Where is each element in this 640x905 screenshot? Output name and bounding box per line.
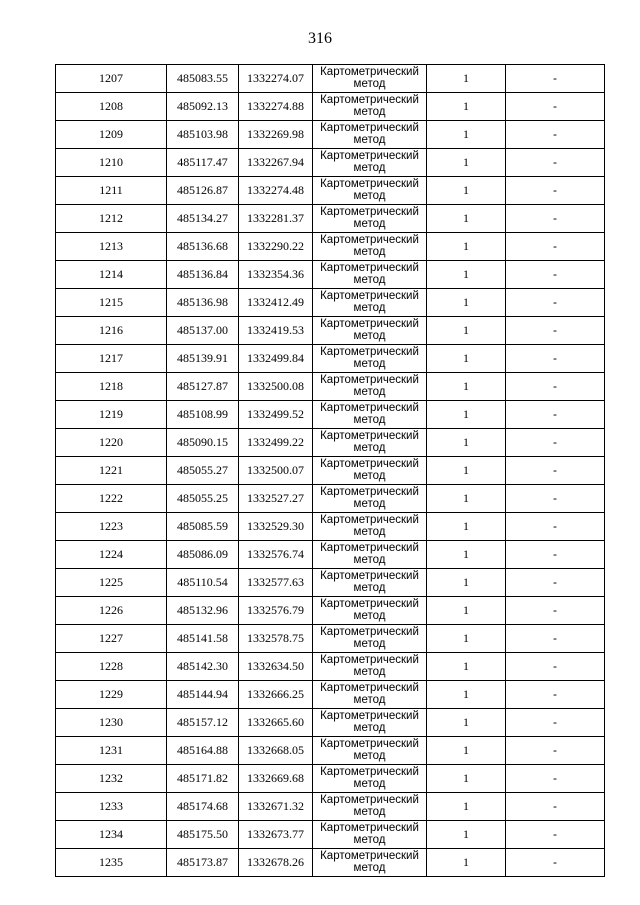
method-line-1: Картометрический <box>320 598 419 610</box>
count-cell: 1 <box>427 289 506 317</box>
x-coordinate-cell: 485174.68 <box>167 793 239 821</box>
method-line-1: Картометрический <box>320 766 419 778</box>
method-line-2: метод <box>353 498 386 510</box>
method-line-1: Картометрический <box>320 710 419 722</box>
method-line-2: метод <box>353 666 386 678</box>
coordinates-table <box>55 64 605 877</box>
count-cell: 1 <box>427 597 506 625</box>
method-cell <box>313 709 427 737</box>
point-number-cell: 1221 <box>56 457 167 485</box>
note-cell: - <box>506 513 605 541</box>
y-coordinate-cell: 1332668.05 <box>239 737 313 765</box>
method-line-1: Картометрический <box>320 374 419 386</box>
method-line-1: Картометрический <box>320 402 419 414</box>
method-line-1: Картометрический <box>320 654 419 666</box>
count-cell: 1 <box>427 233 506 261</box>
x-coordinate-cell: 485134.27 <box>167 205 239 233</box>
table-row <box>56 373 605 401</box>
method-line-2: метод <box>353 386 386 398</box>
method-line-2: метод <box>353 330 386 342</box>
y-coordinate-cell: 1332500.07 <box>239 457 313 485</box>
table-row <box>56 485 605 513</box>
x-coordinate-cell: 485083.55 <box>167 65 239 93</box>
note-cell: - <box>506 681 605 709</box>
count-cell: 1 <box>427 345 506 373</box>
method-line-2: метод <box>353 162 386 174</box>
y-coordinate-cell: 1332673.77 <box>239 821 313 849</box>
method-line-1: Картометрический <box>320 290 419 302</box>
method-line-1: Картометрический <box>320 458 419 470</box>
table-row <box>56 737 605 765</box>
point-number-cell: 1224 <box>56 541 167 569</box>
method-line-1: Картометрический <box>320 318 419 330</box>
point-number-cell: 1225 <box>56 569 167 597</box>
y-coordinate-cell: 1332576.74 <box>239 541 313 569</box>
table-row <box>56 513 605 541</box>
count-cell: 1 <box>427 149 506 177</box>
x-coordinate-cell: 485132.96 <box>167 597 239 625</box>
x-coordinate-cell: 485055.25 <box>167 485 239 513</box>
method-line-1: Картометрический <box>320 206 419 218</box>
method-line-2: метод <box>353 554 386 566</box>
point-number-cell: 1208 <box>56 93 167 121</box>
method-line-1: Картометрический <box>320 514 419 526</box>
method-cell <box>313 317 427 345</box>
point-number-cell: 1232 <box>56 765 167 793</box>
y-coordinate-cell: 1332499.84 <box>239 345 313 373</box>
count-cell: 1 <box>427 429 506 457</box>
table-row <box>56 289 605 317</box>
y-coordinate-cell: 1332529.30 <box>239 513 313 541</box>
y-coordinate-cell: 1332412.49 <box>239 289 313 317</box>
count-cell: 1 <box>427 849 506 877</box>
note-cell: - <box>506 849 605 877</box>
point-number-cell: 1222 <box>56 485 167 513</box>
y-coordinate-cell: 1332290.22 <box>239 233 313 261</box>
method-cell <box>313 849 427 877</box>
y-coordinate-cell: 1332274.07 <box>239 65 313 93</box>
method-line-1: Картометрический <box>320 122 419 134</box>
count-cell: 1 <box>427 765 506 793</box>
point-number-cell: 1217 <box>56 345 167 373</box>
table-row <box>56 149 605 177</box>
y-coordinate-cell: 1332577.63 <box>239 569 313 597</box>
method-line-1: Картометрический <box>320 486 419 498</box>
method-cell <box>313 429 427 457</box>
method-cell <box>313 373 427 401</box>
count-cell: 1 <box>427 261 506 289</box>
method-line-2: метод <box>353 750 386 762</box>
note-cell: - <box>506 709 605 737</box>
method-cell <box>313 149 427 177</box>
y-coordinate-cell: 1332267.94 <box>239 149 313 177</box>
point-number-cell: 1216 <box>56 317 167 345</box>
table-row <box>56 597 605 625</box>
table-row <box>56 541 605 569</box>
method-line-2: метод <box>353 302 386 314</box>
count-cell: 1 <box>427 121 506 149</box>
y-coordinate-cell: 1332499.22 <box>239 429 313 457</box>
x-coordinate-cell: 485157.12 <box>167 709 239 737</box>
x-coordinate-cell: 485127.87 <box>167 373 239 401</box>
y-coordinate-cell: 1332527.27 <box>239 485 313 513</box>
table-row <box>56 821 605 849</box>
method-line-1: Картометрический <box>320 234 419 246</box>
x-coordinate-cell: 485126.87 <box>167 177 239 205</box>
point-number-cell: 1207 <box>56 65 167 93</box>
table-row <box>56 233 605 261</box>
y-coordinate-cell: 1332419.53 <box>239 317 313 345</box>
method-line-1: Картометрический <box>320 542 419 554</box>
note-cell: - <box>506 737 605 765</box>
y-coordinate-cell: 1332669.68 <box>239 765 313 793</box>
method-line-2: метод <box>353 582 386 594</box>
point-number-cell: 1223 <box>56 513 167 541</box>
method-cell <box>313 121 427 149</box>
table-row <box>56 709 605 737</box>
x-coordinate-cell: 485055.27 <box>167 457 239 485</box>
method-line-2: метод <box>353 274 386 286</box>
point-number-cell: 1231 <box>56 737 167 765</box>
point-number-cell: 1229 <box>56 681 167 709</box>
note-cell: - <box>506 569 605 597</box>
count-cell: 1 <box>427 625 506 653</box>
method-line-1: Картометрический <box>320 850 419 862</box>
method-line-2: метод <box>353 78 386 90</box>
point-number-cell: 1214 <box>56 261 167 289</box>
method-cell <box>313 793 427 821</box>
coordinates-table-body <box>56 65 605 877</box>
table-row <box>56 793 605 821</box>
count-cell: 1 <box>427 821 506 849</box>
point-number-cell: 1233 <box>56 793 167 821</box>
table-row <box>56 205 605 233</box>
note-cell: - <box>506 93 605 121</box>
method-line-2: метод <box>353 694 386 706</box>
method-line-1: Картометрический <box>320 262 419 274</box>
x-coordinate-cell: 485175.50 <box>167 821 239 849</box>
point-number-cell: 1215 <box>56 289 167 317</box>
method-cell <box>313 65 427 93</box>
x-coordinate-cell: 485141.58 <box>167 625 239 653</box>
method-line-2: метод <box>353 806 386 818</box>
method-line-1: Картометрический <box>320 738 419 750</box>
note-cell: - <box>506 205 605 233</box>
method-cell <box>313 289 427 317</box>
note-cell: - <box>506 289 605 317</box>
method-line-2: метод <box>353 722 386 734</box>
y-coordinate-cell: 1332666.25 <box>239 681 313 709</box>
method-cell <box>313 401 427 429</box>
note-cell: - <box>506 653 605 681</box>
y-coordinate-cell: 1332269.98 <box>239 121 313 149</box>
method-line-1: Картометрический <box>320 626 419 638</box>
count-cell: 1 <box>427 401 506 429</box>
table-row <box>56 65 605 93</box>
method-cell <box>313 653 427 681</box>
method-line-2: метод <box>353 526 386 538</box>
point-number-cell: 1230 <box>56 709 167 737</box>
point-number-cell: 1219 <box>56 401 167 429</box>
point-number-cell: 1213 <box>56 233 167 261</box>
note-cell: - <box>506 177 605 205</box>
method-line-1: Картометрический <box>320 822 419 834</box>
method-cell <box>313 541 427 569</box>
x-coordinate-cell: 485103.98 <box>167 121 239 149</box>
x-coordinate-cell: 485136.84 <box>167 261 239 289</box>
count-cell: 1 <box>427 513 506 541</box>
y-coordinate-cell: 1332500.08 <box>239 373 313 401</box>
table-row <box>56 93 605 121</box>
point-number-cell: 1227 <box>56 625 167 653</box>
method-cell <box>313 345 427 373</box>
point-number-cell: 1234 <box>56 821 167 849</box>
note-cell: - <box>506 541 605 569</box>
point-number-cell: 1220 <box>56 429 167 457</box>
x-coordinate-cell: 485136.68 <box>167 233 239 261</box>
table-row <box>56 653 605 681</box>
method-line-2: метод <box>353 442 386 454</box>
table-row <box>56 261 605 289</box>
table-row <box>56 429 605 457</box>
note-cell: - <box>506 429 605 457</box>
note-cell: - <box>506 457 605 485</box>
note-cell: - <box>506 317 605 345</box>
method-cell <box>313 625 427 653</box>
method-line-1: Картометрический <box>320 794 419 806</box>
count-cell: 1 <box>427 793 506 821</box>
table-row <box>56 177 605 205</box>
count-cell: 1 <box>427 457 506 485</box>
point-number-cell: 1209 <box>56 121 167 149</box>
y-coordinate-cell: 1332678.26 <box>239 849 313 877</box>
method-cell <box>313 457 427 485</box>
method-cell <box>313 261 427 289</box>
method-line-2: метод <box>353 218 386 230</box>
count-cell: 1 <box>427 317 506 345</box>
method-line-2: метод <box>353 246 386 258</box>
x-coordinate-cell: 485142.30 <box>167 653 239 681</box>
method-cell <box>313 205 427 233</box>
note-cell: - <box>506 373 605 401</box>
note-cell: - <box>506 765 605 793</box>
x-coordinate-cell: 485086.09 <box>167 541 239 569</box>
note-cell: - <box>506 261 605 289</box>
method-line-2: метод <box>353 414 386 426</box>
y-coordinate-cell: 1332281.37 <box>239 205 313 233</box>
x-coordinate-cell: 485092.13 <box>167 93 239 121</box>
method-line-2: метод <box>353 610 386 622</box>
count-cell: 1 <box>427 569 506 597</box>
note-cell: - <box>506 401 605 429</box>
count-cell: 1 <box>427 485 506 513</box>
table-row <box>56 121 605 149</box>
y-coordinate-cell: 1332634.50 <box>239 653 313 681</box>
method-line-2: метод <box>353 106 386 118</box>
table-row <box>56 849 605 877</box>
point-number-cell: 1210 <box>56 149 167 177</box>
method-cell <box>313 737 427 765</box>
method-line-2: метод <box>353 778 386 790</box>
note-cell: - <box>506 625 605 653</box>
count-cell: 1 <box>427 653 506 681</box>
table-row <box>56 401 605 429</box>
method-cell <box>313 233 427 261</box>
point-number-cell: 1218 <box>56 373 167 401</box>
method-line-2: метод <box>353 134 386 146</box>
point-number-cell: 1211 <box>56 177 167 205</box>
y-coordinate-cell: 1332354.36 <box>239 261 313 289</box>
table-row <box>56 457 605 485</box>
y-coordinate-cell: 1332274.48 <box>239 177 313 205</box>
count-cell: 1 <box>427 93 506 121</box>
count-cell: 1 <box>427 373 506 401</box>
method-line-1: Картометрический <box>320 94 419 106</box>
method-cell <box>313 821 427 849</box>
note-cell: - <box>506 345 605 373</box>
x-coordinate-cell: 485090.15 <box>167 429 239 457</box>
table-row <box>56 569 605 597</box>
x-coordinate-cell: 485117.47 <box>167 149 239 177</box>
method-line-1: Картометрический <box>320 150 419 162</box>
x-coordinate-cell: 485085.59 <box>167 513 239 541</box>
count-cell: 1 <box>427 65 506 93</box>
table-row <box>56 681 605 709</box>
point-number-cell: 1235 <box>56 849 167 877</box>
x-coordinate-cell: 485171.82 <box>167 765 239 793</box>
y-coordinate-cell: 1332274.88 <box>239 93 313 121</box>
count-cell: 1 <box>427 681 506 709</box>
note-cell: - <box>506 121 605 149</box>
x-coordinate-cell: 485108.99 <box>167 401 239 429</box>
x-coordinate-cell: 485136.98 <box>167 289 239 317</box>
table-row <box>56 317 605 345</box>
note-cell: - <box>506 65 605 93</box>
count-cell: 1 <box>427 541 506 569</box>
method-line-2: метод <box>353 190 386 202</box>
method-line-2: метод <box>353 638 386 650</box>
table-row <box>56 625 605 653</box>
method-cell <box>313 681 427 709</box>
page-number: 316 <box>308 30 332 47</box>
count-cell: 1 <box>427 737 506 765</box>
method-line-2: метод <box>353 834 386 846</box>
y-coordinate-cell: 1332578.75 <box>239 625 313 653</box>
x-coordinate-cell: 485110.54 <box>167 569 239 597</box>
method-line-1: Картометрический <box>320 570 419 582</box>
method-line-2: метод <box>353 358 386 370</box>
method-cell <box>313 569 427 597</box>
x-coordinate-cell: 485164.88 <box>167 737 239 765</box>
point-number-cell: 1212 <box>56 205 167 233</box>
method-cell <box>313 513 427 541</box>
method-line-1: Картометрический <box>320 66 419 78</box>
y-coordinate-cell: 1332671.32 <box>239 793 313 821</box>
method-cell <box>313 485 427 513</box>
count-cell: 1 <box>427 709 506 737</box>
note-cell: - <box>506 485 605 513</box>
count-cell: 1 <box>427 205 506 233</box>
method-line-1: Картометрический <box>320 430 419 442</box>
x-coordinate-cell: 485137.00 <box>167 317 239 345</box>
table-row <box>56 765 605 793</box>
method-line-1: Картометрический <box>320 178 419 190</box>
note-cell: - <box>506 233 605 261</box>
note-cell: - <box>506 149 605 177</box>
point-number-cell: 1226 <box>56 597 167 625</box>
method-cell <box>313 597 427 625</box>
method-line-2: метод <box>353 470 386 482</box>
method-cell <box>313 93 427 121</box>
table-row <box>56 345 605 373</box>
note-cell: - <box>506 793 605 821</box>
method-line-1: Картометрический <box>320 682 419 694</box>
y-coordinate-cell: 1332499.52 <box>239 401 313 429</box>
method-cell <box>313 765 427 793</box>
x-coordinate-cell: 485173.87 <box>167 849 239 877</box>
point-number-cell: 1228 <box>56 653 167 681</box>
method-line-1: Картометрический <box>320 346 419 358</box>
method-line-2: метод <box>353 862 386 874</box>
x-coordinate-cell: 485144.94 <box>167 681 239 709</box>
method-cell <box>313 177 427 205</box>
x-coordinate-cell: 485139.91 <box>167 345 239 373</box>
count-cell: 1 <box>427 177 506 205</box>
y-coordinate-cell: 1332576.79 <box>239 597 313 625</box>
y-coordinate-cell: 1332665.60 <box>239 709 313 737</box>
note-cell: - <box>506 821 605 849</box>
note-cell: - <box>506 597 605 625</box>
